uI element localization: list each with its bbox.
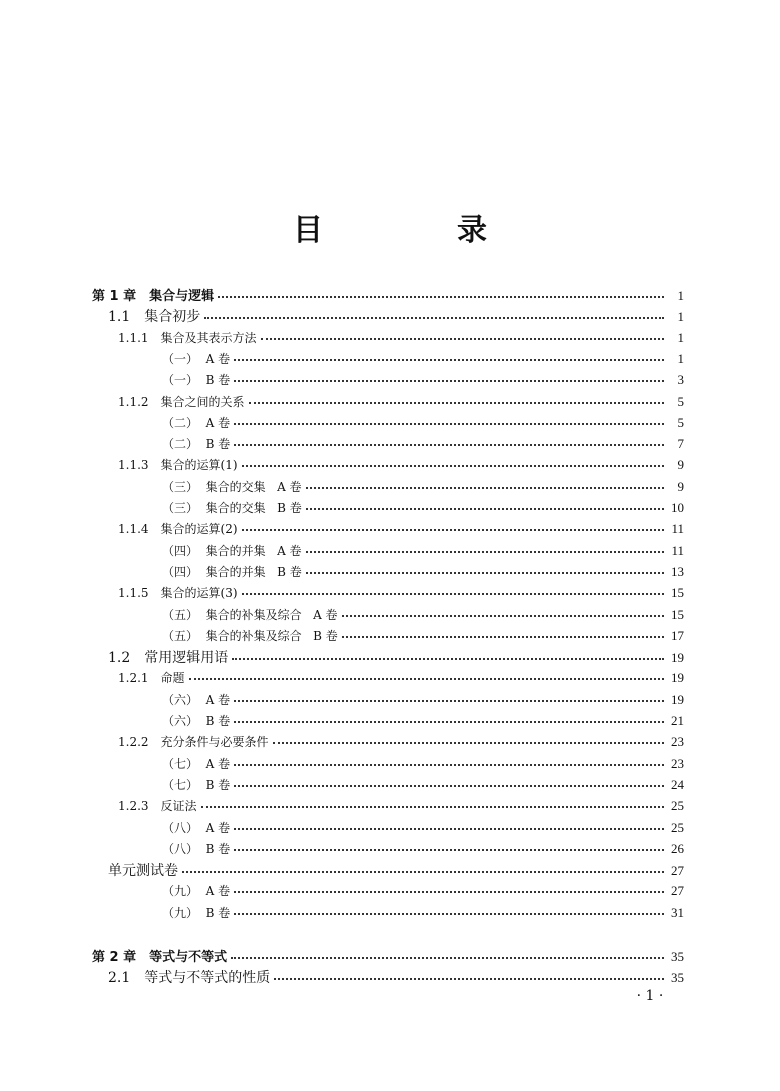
toc-dot-leader (306, 498, 664, 512)
toc-entry-page: 31 (671, 904, 684, 920)
toc-entry[interactable] (162, 541, 684, 562)
toc-dot-leader (234, 839, 664, 853)
toc-entry[interactable] (108, 306, 684, 327)
toc-entry[interactable] (108, 860, 684, 881)
toc-dot-leader (242, 583, 664, 597)
toc-entry[interactable] (118, 392, 684, 413)
toc-dot-leader (234, 349, 664, 363)
toc-entry-page: 1 (677, 329, 684, 345)
toc-entry[interactable] (162, 626, 684, 647)
toc-entry[interactable] (162, 711, 684, 732)
toc-entry-label: （二） B 卷 (162, 437, 231, 452)
toc-dot-leader (234, 818, 664, 832)
toc-dot-leader (306, 541, 664, 555)
toc-entry[interactable] (108, 647, 684, 668)
toc-entry-label: （一） B 卷 (162, 373, 231, 388)
toc-dot-leader (274, 968, 664, 982)
toc-entry-page: 25 (671, 798, 684, 814)
toc-entry[interactable] (92, 285, 684, 306)
toc-entry-label: 1.2.3 反证法 (118, 799, 197, 814)
toc-entry[interactable] (162, 839, 684, 860)
toc-entry[interactable] (162, 903, 684, 924)
toc-entry-page: 1 (677, 309, 684, 325)
toc-dot-leader (204, 307, 664, 321)
toc-dot-leader (234, 690, 664, 704)
toc-dot-leader (342, 626, 664, 640)
toc-entry-page: 27 (671, 883, 684, 899)
toc-dot-leader (234, 775, 664, 789)
toc-dot-leader (242, 519, 664, 533)
toc-entry-label: （八） A 卷 (162, 820, 231, 835)
toc-entry-page: 27 (671, 863, 684, 879)
toc-entry-label: （三） 集合的交集 A 卷 (162, 479, 302, 494)
toc-entry-label: 单元测试卷 (108, 863, 178, 880)
toc-entry-label: （九） A 卷 (162, 884, 231, 899)
toc-dot-leader (234, 711, 664, 725)
toc-entry-label: （二） A 卷 (162, 415, 231, 430)
toc-entry[interactable] (118, 732, 684, 753)
toc-entry[interactable] (162, 498, 684, 519)
toc-entry[interactable] (118, 583, 684, 604)
toc-entry[interactable] (108, 967, 684, 988)
toc-entry-page: 9 (677, 457, 684, 473)
toc-entry-page: 35 (671, 970, 684, 986)
toc-dot-leader (242, 455, 664, 469)
toc-entry-label: （七） A 卷 (162, 756, 231, 771)
toc-entry-page: 17 (671, 627, 684, 643)
toc-dot-leader (189, 668, 664, 682)
toc-entry[interactable] (118, 455, 684, 476)
toc-entry[interactable] (118, 328, 684, 349)
toc-entry-page: 10 (671, 500, 684, 515)
toc-entry[interactable] (162, 818, 684, 839)
toc-entry-label: 2.1 等式与不等式的性质 (108, 970, 271, 987)
page-title: 目 录 (293, 213, 539, 248)
toc-entry-label: （四） 集合的并集 B 卷 (162, 564, 302, 579)
toc-entry-page: 19 (671, 670, 684, 686)
toc-entry[interactable] (162, 605, 684, 626)
toc-entry-label: 1.1.3 集合的运算(1) (118, 458, 238, 473)
toc-entry-label: 第 1 章 集合与逻辑 (92, 289, 215, 304)
toc-entry-page: 9 (677, 478, 684, 494)
toc-entry-label: 1.1.2 集合之间的关系 (118, 394, 245, 409)
toc-entry-page: 24 (671, 776, 684, 792)
toc-dot-leader (342, 605, 664, 619)
toc-entry-page: 19 (671, 691, 684, 707)
toc-entry[interactable] (162, 775, 684, 796)
toc-entry-page: 11 (671, 542, 684, 558)
toc-entry-page: 7 (677, 436, 684, 452)
toc-entry-page: 1 (677, 288, 684, 303)
toc-entry-label: 1.2.1 命题 (118, 671, 185, 686)
toc-dot-leader (306, 477, 664, 491)
toc-entry-label: 1.1.5 集合的运算(3) (118, 586, 238, 601)
toc-entry[interactable] (162, 413, 684, 434)
toc-dot-leader (234, 413, 664, 427)
toc-entry[interactable] (162, 754, 684, 775)
toc-entry[interactable] (162, 881, 684, 902)
toc-entry-label: （九） B 卷 (162, 905, 231, 920)
toc-entry-page: 13 (671, 563, 684, 579)
toc-dot-leader (218, 286, 664, 300)
toc-entry-label: 1.2.2 充分条件与必要条件 (118, 735, 269, 750)
toc-dot-leader (234, 370, 664, 384)
toc-entry[interactable] (162, 690, 684, 711)
toc-dot-leader (234, 881, 664, 895)
toc-entry-page: 25 (671, 819, 684, 835)
toc-dot-leader (273, 732, 664, 746)
toc-entry-label: （六） B 卷 (162, 714, 231, 728)
toc-entry-label: 第 2 章 等式与不等式 (92, 950, 228, 965)
toc-entry-page: 35 (671, 949, 684, 964)
toc-entry-page: 15 (671, 585, 684, 601)
toc-entry[interactable] (118, 796, 684, 817)
toc-entry[interactable] (162, 349, 684, 370)
toc-dot-leader (231, 947, 664, 961)
toc-dot-leader (182, 861, 664, 875)
toc-entry[interactable] (92, 946, 684, 967)
page-number-footer: · 1 · (636, 988, 664, 1004)
toc-entry-page: 23 (671, 755, 684, 771)
toc-entry-page: 3 (677, 372, 684, 388)
toc-entry-page: 5 (677, 393, 684, 409)
toc-entry-label: （五） 集合的补集及综合 A 卷 (162, 607, 338, 622)
toc-dot-leader (234, 434, 664, 448)
toc-dot-leader (249, 392, 664, 406)
toc-entry-page: 21 (671, 713, 684, 728)
toc-entry-label: 1.1.4 集合的运算(2) (118, 522, 238, 537)
toc-entry-label: 1.1.1 集合及其表示方法 (118, 330, 257, 345)
toc-dot-leader (201, 796, 664, 810)
toc-entry[interactable] (162, 434, 684, 455)
toc-entry-page: 1 (677, 350, 684, 366)
toc-entry[interactable] (162, 477, 684, 498)
toc-dot-leader (234, 903, 664, 917)
toc-entry-label: （四） 集合的并集 A 卷 (162, 543, 302, 558)
toc-dot-leader (234, 754, 664, 768)
toc-entry-page: 23 (671, 734, 684, 750)
toc-entry[interactable] (162, 562, 684, 583)
toc-entry-page: 11 (671, 521, 684, 537)
toc-entry-label: 1.2 常用逻辑用语 (108, 650, 229, 667)
toc-entry-page: 19 (671, 650, 684, 666)
toc-entry-label: （七） B 卷 (162, 777, 231, 792)
toc-dot-leader (261, 328, 664, 342)
toc-entry-page: 15 (671, 606, 684, 622)
toc-dot-leader (306, 562, 664, 576)
toc-entry-label: （五） 集合的补集及综合 B 卷 (162, 628, 338, 643)
toc-dot-leader (232, 648, 664, 662)
toc-entry[interactable] (118, 519, 684, 540)
toc-entry-label: 1.1 集合初步 (108, 309, 201, 326)
toc-entry-label: （六） A 卷 (162, 692, 231, 707)
toc-entry-page: 5 (677, 414, 684, 430)
toc-entry-label: （一） A 卷 (162, 351, 231, 366)
toc-entry-page: 26 (671, 840, 684, 856)
toc-entry[interactable] (162, 370, 684, 391)
toc-entry-label: （八） B 卷 (162, 841, 231, 856)
toc-entry-label: （三） 集合的交集 B 卷 (162, 501, 302, 515)
toc-entry[interactable] (118, 668, 684, 689)
